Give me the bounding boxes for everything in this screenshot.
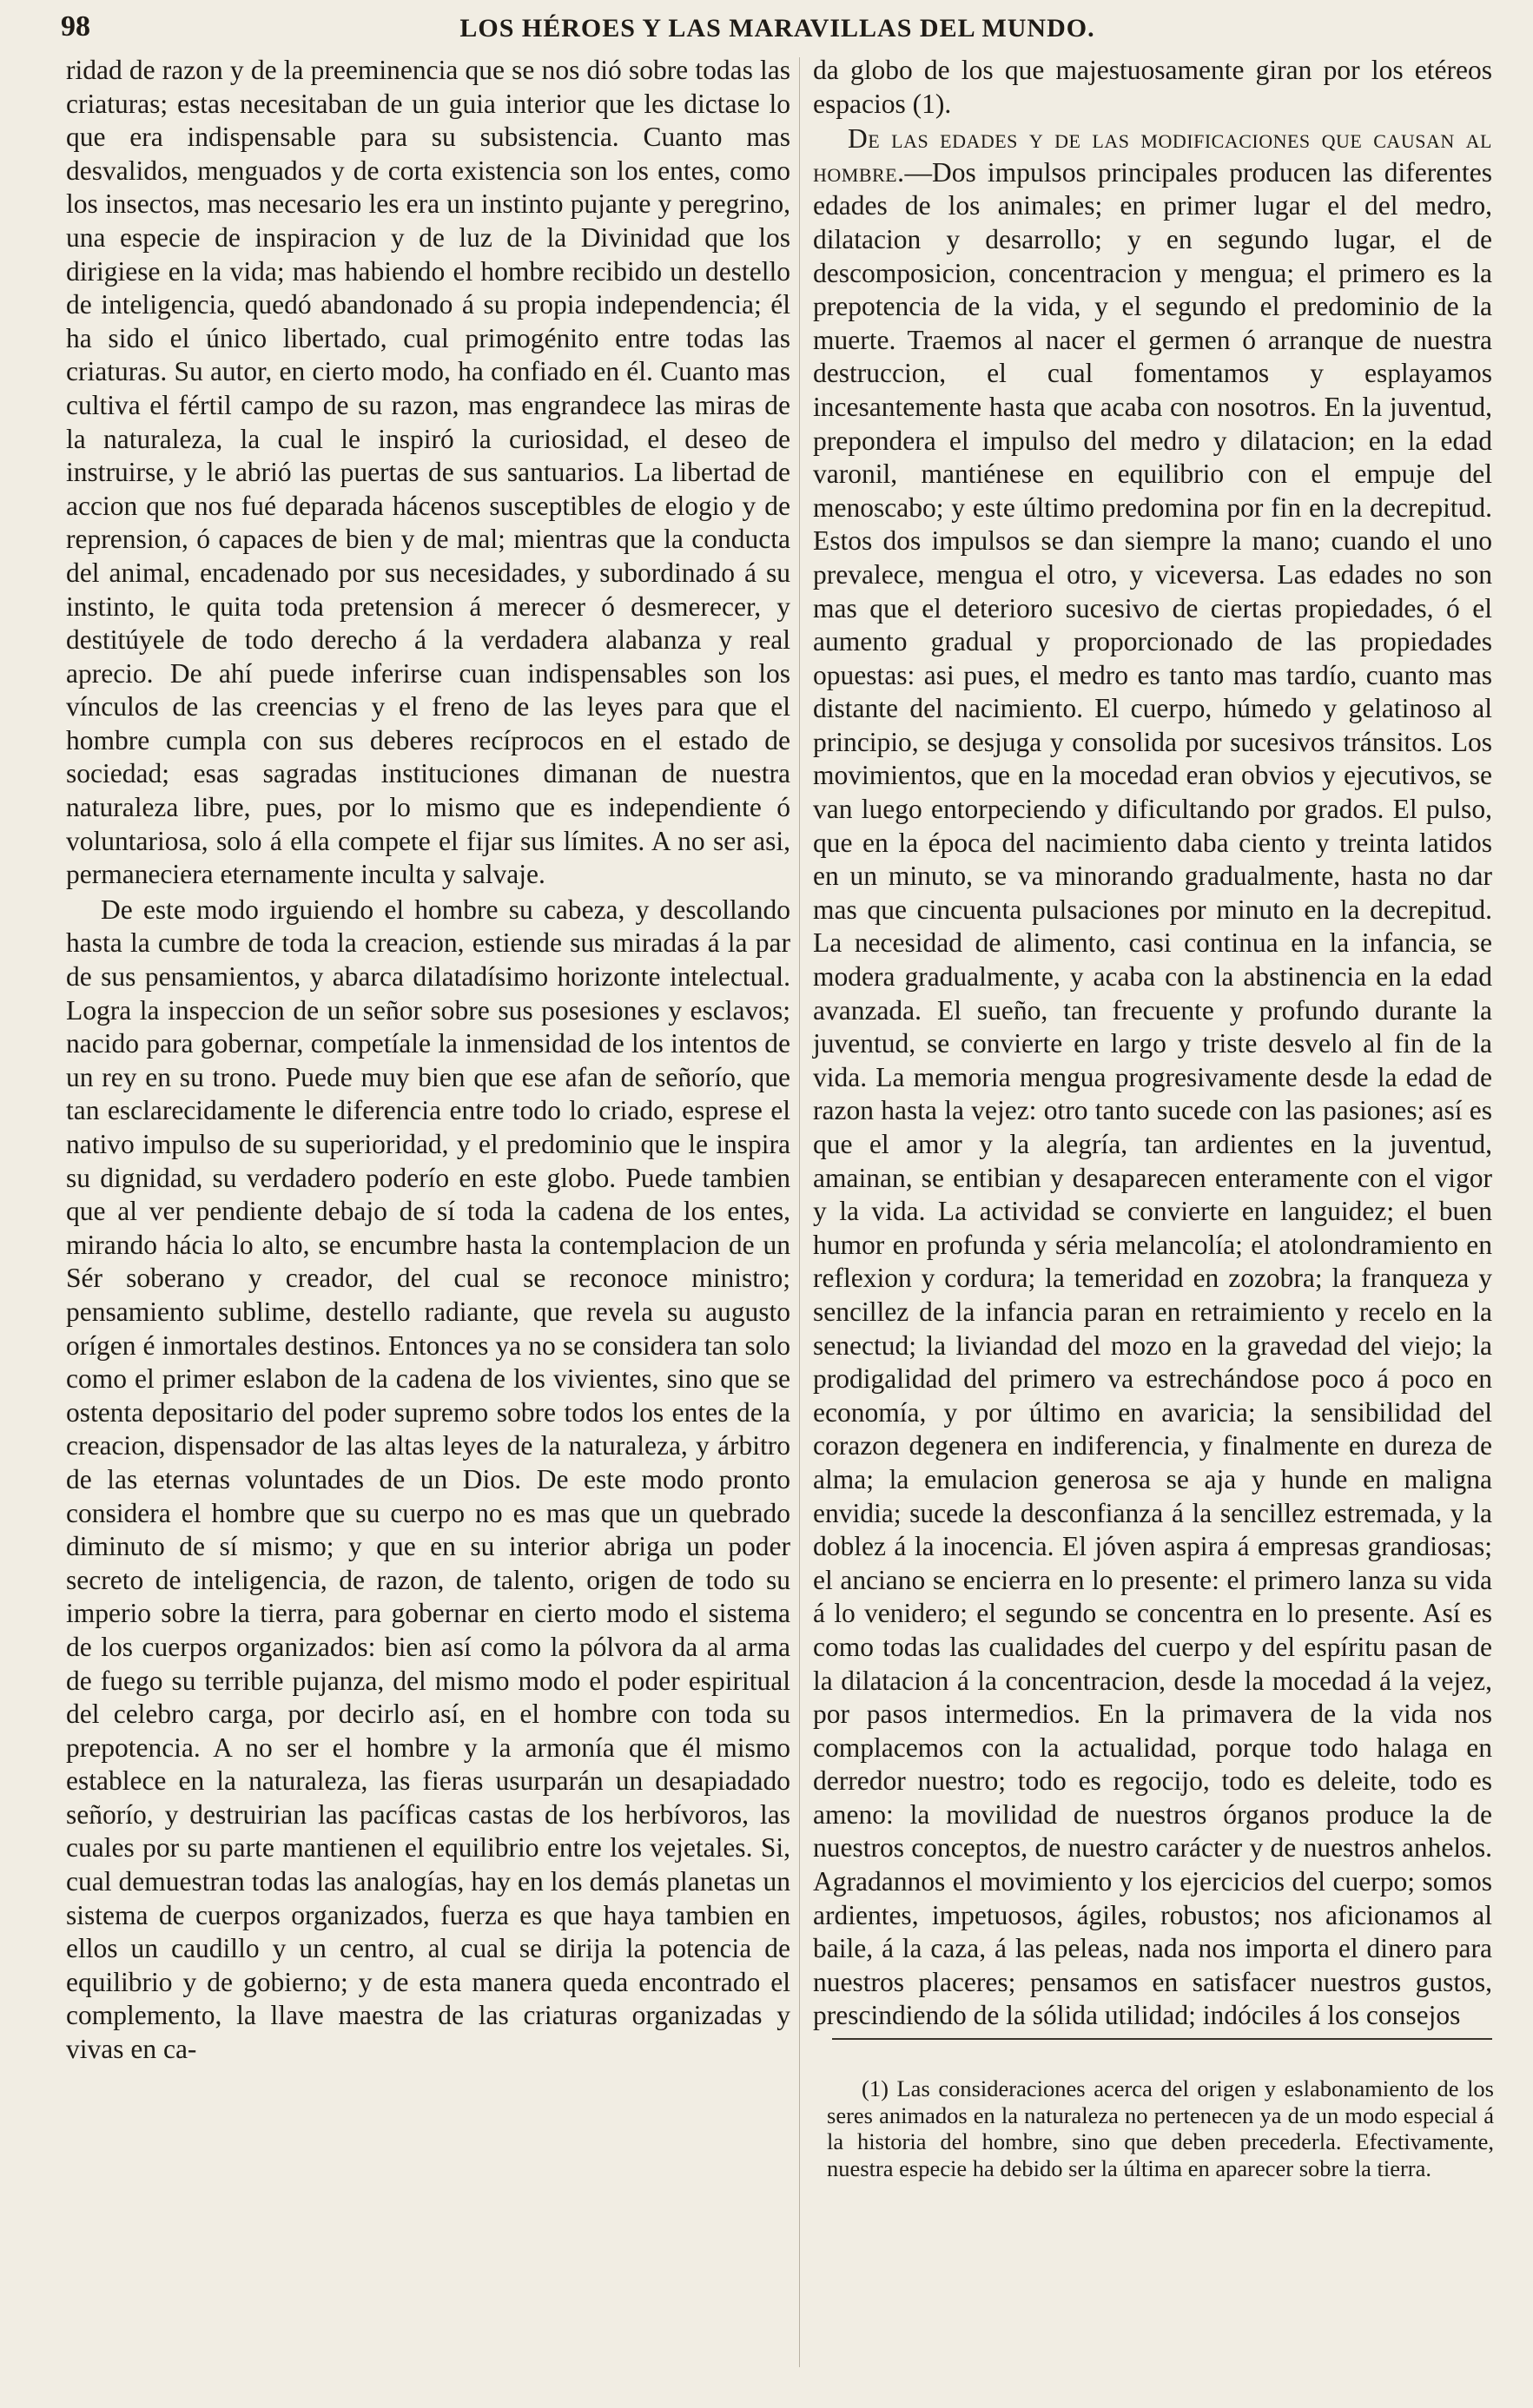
section-heading: De las edades y de las modificaciones que causan al hombre.: [813, 123, 1492, 188]
left-column: [66, 54, 790, 2067]
paragraph: ridad de razon y de la preeminencia que se nos dió sobre todas las criaturas; estas necesitaban de un guia interior que les dictase lo que era indispensable para su subsistencia. Cuanto mas desvalidos, menguados y de corta existencia son los entes, como los insectos, mas necesario les era un instinto pujante y peregrino, una especie de inspiracion y de luz de la Divinidad que los dirigiese en la vida; mas habiendo el hombre recibido un destello de inteligencia, quedó abandonado á su propia independencia; él ha sido el único libertado, cual primogénito entre todas las criaturas. Su autor, en cierto modo, ha confiado en él. Cuanto mas cultiva el fértil campo de su razon, mas engrandece las miras de la naturaleza, la cual le inspiró la curiosidad, el deseo de instruirse, y le abrió las puertas de sus santuarios. La libertad de accion que nos fué deparada hácenos susceptibles de elogio y de reprension, ó capaces de bien y de mal; mientras que la conducta del animal, encadenado por sus necesidades, y subordinado á su instinto, le quita toda pretension á merecer ó desmerecer, y destitúyele de todo derecho á la verdadera alabanza y real aprecio. De ahí puede inferirse cuan indispensables son los vínculos de las creencias y el freno de las leyes para que el hombre cumpla con sus deberes recíprocos en el estado de sociedad; esas sagradas instituciones dimanan de nuestra naturaleza libre, pues, por lo mismo que es independiente ó voluntariosa, solo á ella compete el fijar sus límites. A no ser asi, permaneciera eternamente inculta y salvaje.: [66, 55, 790, 890]
section-paragraph: [813, 122, 1492, 2033]
paragraph: De este modo irguiendo el hombre su cabeza, y descollando hasta la cumbre de toda la creacion, estiende sus miradas á la par de sus pensamientos, y abarca dilatadísimo horizonte intelectual. Logra la inspeccion de un señor sobre sus posesiones y esclavos; nacido para gobernar, competíale la inmensidad de los intentos de un rey en su trono. Puede muy bien que ese afan de señorío, que tan esclarecidamente le diferencia entre todo lo criado, esprese el nativo impulso de su superioridad, y el predominio que le inspira su dignidad, su verdadero poderío en este globo. Puede tambien que al ver pendiente debajo de sí toda la cadena de los entes, mirando hácia lo alto, se encumbre hasta la contemplacion de un Sér soberano y creador, del cual se reconoce ministro; pensamiento sublime, destello radiante, que revela su augusto orígen é inmortales destinos. Entonces ya no se considera tan solo como el primer eslabon de la cadena de los vivientes, sino que se ostenta depositario del poder supremo sobre todos los entes de la creacion, dispensador de las altas leyes de la naturaleza, y árbitro de las eternas voluntades de un Dios. De este modo pronto considera el hombre que su cuerpo no es mas que un quebrado diminuto de sí mismo; y que en su interior abriga un poder secreto de inteligencia, de razon, de talento, origen de todo su imperio sobre la tierra, para gobernar en cierto modo el sistema de los cuerpos organizados: bien así como la pólvora da al arma de fuego su terrible pujanza, del mismo modo el poder espiritual del celebro carga, por decirlo así, en el hombre con toda su prepotencia. A no ser el hombre y la armonía que él mismo establece en la naturaleza, las fieras usurparán un desapiadado señorío, y destruirian las pacíficas castas de los herbívoros, las cuales por su parte mantienen el equilibrio entre los vejetales. Si, cual demuestran todas las analogías, hay en los demás planetas un sistema de cuerpos organizados, fuerza es que haya tambien en ellos un caudillo y un centro, al cual se dirija la potencia de equilibrio y de gobierno; y de esta manera queda encontrado el complemento, la llave maestra de las criaturas organizadas y vivas en ca-: [66, 894, 790, 2065]
footnote: (1) Las consideraciones acerca del origen y eslabonamiento de los seres animados en la naturaleza no pertenecen ya de un modo especial á la historia del hombre, sino que deben precederla. Efectivamente, nuestra especie ha debido ser la última en aparecer sobre la tierra.: [827, 2075, 1494, 2181]
footnote-rule: [832, 2038, 1492, 2040]
page-number: 98: [61, 10, 90, 43]
running-title: LOS HÉROES Y LAS MARAVILLAS DEL MUNDO.: [459, 14, 1095, 43]
paragraph-continuation: da globo de los que majestuosamente giran por los etéreos espacios (1).: [813, 55, 1492, 119]
column-divider: [799, 57, 800, 2367]
page-header: [61, 7, 1494, 47]
section-dash: —: [904, 156, 932, 188]
section-text: Dos impulsos principales producen las diferentes edades de los animales; en primer lugar el del medro, dilatacion y desarrollo; y en segundo lugar, el de descomposicion, concentracion y mengua; el primero es la prepotencia de la vida, y el segundo el predominio de la muerte. Traemos al nacer el germen ó arranque de nuestra destruccion, el cual fomentamos y esplayamos incesantemente hasta que acaba con nosotros. En la juventud, prepondera el impulso del medro y dilatacion; en la edad varonil, mantiénese en equilibrio con el empuje del menoscabo; y este último predomina por fin en la decrepitud. Estos dos impulsos se dan siempre la mano; cuando el uno prevalece, mengua el otro, y viceversa. Las edades no son mas que el deterioro sucesivo de ciertas propiedades, ó el aumento gradual y proporcionado de las propiedades opuestas: asi pues, el medro es tanto mas tardío, cuanto mas distante del nacimiento. El cuerpo, húmedo y gelatinoso al principio, se desjuga y consolida por sucesivos tránsitos. Los movimientos, que en la mocedad eran obvios y ejecutivos, se van luego entorpeciendo y dificultando por grados. El pulso, que en la época del nacimiento daba ciento y treinta latidos en un minuto, se va minorando gradualmente, hasta no dar mas que cincuenta pulsaciones por minuto en la decrepitud. La necesidad de alimento, casi continua en la infancia, se modera gradualmente, y acaba con la abstinencia en la edad avanzada. El sueño, tan frecuente y profundo durante la juventud, se convierte en largo y triste desvelo al fin de la vida. La memoria mengua progresivamente desde la edad de razon hasta la vejez: otro tanto sucede con las pasiones; así es que el amor y la alegría, tan ardientes en la juventud, amainan, se entibian y desaparecen enteramente con el vigor y la vida. La actividad se convierte en languidez; el buen humor en profunda y séria melancolía; el atolondramiento en reflexion y cordura; la temeridad en zozobra; la franqueza y sencillez de la infancia paran en retraimiento y recelo en la senectud; la liviandad del mozo en la gravedad del viejo; la prodigalidad del primero va estrechándose poco á poco en economía, y por último en avaricia; la sensibilidad del corazon degenera en indiferencia, y finalmente en dureza de alma; la emulacion generosa se aja y hunde en maligna envidia; sucede la desconfianza á la sencillez estremada, y la doblez á la inocencia. El jóven aspira á empresas grandiosas; el anciano se encierra en lo presente: el primero lanza su vida á lo venidero; el segundo se concentra en lo presente. Así es como todas las cualidades del cuerpo y del espíritu pasan de la dilatacion á la concentracion, desde la mocedad á la vejez, por pasos intermedios. En la primavera de la vida nos complacemos con la actualidad, porque todo halaga en derredor nuestro; todo es regocijo, todo es deleite, todo es ameno: la movilidad de nuestros órganos produce la de nuestros conceptos, de nuestro carácter y de nuestros anhelos. Agradannos el movimiento y los ejercicios del cuerpo; somos ardientes, impetuosos, ágiles, robustos; nos aficionamos al baile, á la caza, á las peleas, nada nos importa el dinero para nuestros placeres; pensamos en satisfacer nuestros gustos, prescindiendo de la sólida utilidad; indóciles á los consejos: [813, 156, 1492, 2031]
right-column: [813, 54, 1492, 2033]
